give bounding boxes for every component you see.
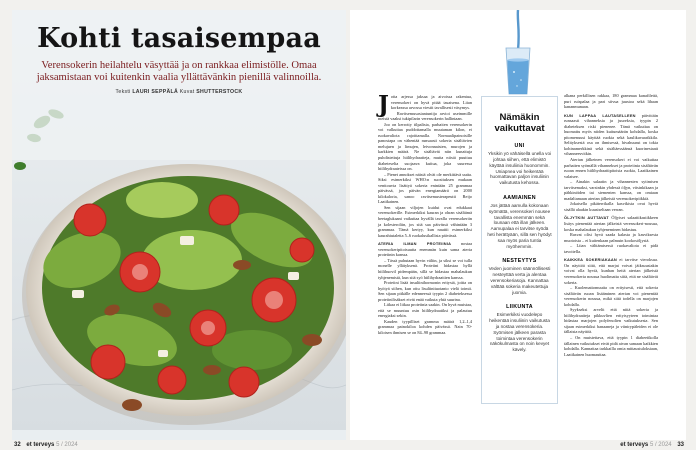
sidebar-heading: NESTEYTYS: [502, 258, 537, 265]
col3-paragraph: Syykseksi arvelit että niitä sokeria ja hiilihydraatteja pikkuvlien erityisyyteen toimintaa hidastaa marjojen polyfenolien vaikutuksesta. Sen sijaan esimerkiksi banaaneja ja viinirypäleiden ei ole tällaista näyttöä.: [564, 307, 658, 335]
folio-left: [14, 442, 78, 448]
issue-right: 5 / 2024: [649, 442, 672, 448]
runin-text: ei tarvitse vieroksua. On näyttöä siitä, että marjat voivat jäiksuusiakin voivat olla hyviä, kunhan heitä aterian jälkeistä verensokeria nousua huolimatta siitä, että ne sisältävät sokeria.: [564, 257, 658, 285]
sidebar-text: Jos jättää aamulla kokonaan syömättä, verensokeri nousee tavallista enemmän sekä lounaan että illan jälkeen. Aamupalaa ei tarvitse syödä heti herättyään, sillä sen hyödyt saa myös paria tuntia myöhemmin.: [487, 202, 552, 249]
page-number-left: 32: [14, 442, 21, 448]
byline-text-label: Teksti: [115, 88, 131, 95]
sidebar-box: [481, 96, 558, 404]
byline-photo-credit: SHUTTERSTOCK: [196, 88, 243, 95]
water-glass-illustration: [494, 10, 542, 96]
col1-paragraph: – Tässä puhutaan hyvin väliin, ja siksi se voi tulla monelle yllätyksenä. Proteiini hidastaa hyllä hiilihuovil pidempään, sillä se hidastaa mahalaukun tyhjenemistä, kun sitä syö hiilihydraattien kanssa.: [378, 257, 472, 280]
col1-paragraph: Kauden tyypilliset gramma määrä 1,2–1,4 grammaa painokiloa kohden päivässä. Nain 70-kiloisen ihmisen se on 84–98 grammaa.: [378, 318, 472, 335]
issue-left: 5 / 2024: [56, 442, 78, 448]
col1-paragraph: Ravitsemusasiantuntija arvioi useimmille meistä vaaksi tukipilarin verensokerin hallintaan.: [378, 110, 472, 122]
article-column-1: [378, 91, 472, 336]
sidebar-text: Esimerkiksi vuodelepo heikentää insuliinin vaikutusta ja nostaa verensokeria. Syömisen jälkeen parasta toimintaa verensokerin näkökulmasta on noin kevyet kävely.: [489, 312, 550, 353]
col3-paragraph: Rasvat olisi hyvä saada kalasta ja kasviksesta muotoista – ei kuitenkaan palmuin kookosöljystä.: [564, 232, 658, 243]
article-subhead: Verensokerin heilahtelu väsyttää ja on rankkaa elimistölle. Omaa jaksamistaan voi kuitenkin vaalia yllättävänkin pienillä valinnoilla.: [36, 60, 322, 84]
col1-paragraph: – Pienet annokset näistä olvät ole merkittävä uutta. Siksi esimerkiksi WHO:n suosituksen mukaan venttouvta lisättyä sokeria enintään 25 grammaa päivässä, jos päivän energiamäärä on 2000 kilokaloria, sanoo ravitsemusterapeutti Reijo Laatikainen.: [378, 171, 472, 205]
byline: [12, 89, 346, 95]
sidebar-section: [482, 143, 557, 186]
col3-paragraph: – Liian välttämisessä ruokavaliota ei pidä tavoitella.: [564, 243, 658, 254]
sidebar-title: Nämäkin vaikuttavat: [494, 112, 545, 134]
sidebar-section: [482, 195, 557, 249]
sidebar-heading: AAMIAINEN: [503, 194, 536, 201]
folio-right: [620, 442, 684, 448]
col3-paragraph: alkana perkillisen rakkaa, 180 grammaa kanafilettä, puri ruispalaa ja pari siivua juustoa sekä lihaan kananmunaan.: [564, 93, 658, 110]
drop-cap: J: [378, 91, 389, 118]
sidebar-heading: UNI: [514, 143, 525, 150]
left-page: [12, 10, 346, 440]
article-headline: Kohti tasaisempaa: [37, 23, 321, 54]
col1-paragraph: otta arjessa jaksaa ja aivoissa rakentua, verensokeri on hyvä pitää tasaisena. Liian korkeassa arvossa viestit tavallisesti väsymys.: [390, 94, 472, 111]
col1-paragraph: Joo on kerrotty tilpalista, parhaiten verensokerin voi valkuttaa puddottamalla muutaman kilon, ei ruokavaliota rajoittamalla. Normaalipainoisille panostapa on vähentää runsaasti sokeria sisältävien melujuen ja limujen, leivonnaisten, murojen ja karkkien määrä. Ne sisältävät niin kunaituja puhdistettuja hiilihydraatteja, mutta niistä puuttuu diabeteselta suojaava kuitua, joka suuressa hiilihydraateissa on.: [378, 121, 472, 172]
col3-paragraph: Jokaisella pikäterrikalla kasvikista ovat hyviä sisällä alaakin kuusiseltaan verran.: [564, 201, 658, 212]
runin-heading: KUN LAPPAA LAUTASELLEEN: [564, 112, 636, 118]
magazine-name-right: et terveys: [620, 442, 649, 448]
byline-photo-label: Kuvat: [179, 88, 195, 95]
sidebar-section: [482, 258, 557, 295]
sidebar-section: [482, 304, 557, 353]
runin-heading: KAIKKEA SOKERIAKAAN: [564, 257, 617, 263]
runin-heading: ÖLJYTKIN AUTTAVAT: [564, 215, 609, 221]
col3-paragraph: – Kuolemattomuutta on erityisesti, että sokeria sisältävän ruoan lisääminen aterian voi pienentää verensokerin nousua, mikä siitä todella on marjojen kohdalla.: [564, 285, 658, 307]
col3-paragraph: – On muistettava, että tyypin 1 diabeetikolla tällainen vaikutukset eivät pidä aivan samaan kaikkien kohdalla. Kannattaa tarkkailla omia mittaustuloksiaan, Laatikainen huomauttaa.: [564, 334, 658, 357]
col1-paragraph: Proteiini lisää insuliinihormonin eritystä, joitta on hyötyä siihen, kun ottu lisuliinituotanto vielä toimii. Sen sijaan pitkälle edenneessä tyypin 2 diabeteksessa proteiinilisäkset eivät enää vaikuta yhtä suurina.: [378, 280, 472, 302]
headline-block: [12, 24, 346, 95]
col1-paragraph: Sen sijaan viljojen kuidut ovat edukkaat verensokerille. Esimerkiksi kauran ja ohran sisältämä beetaglukaani vaikuttaa hyvällä tavalla verensokeriin ja kolesteroliin, jos sitä saa päivässä vähintään 3 grammaa. Tämä kertyy, kun nauttii esimerkiksi kaurahiutaletta 5–6 ruokalusikallista päivässä.: [378, 204, 472, 238]
right-page: [350, 10, 686, 440]
article-column-3: [564, 93, 658, 357]
sidebar-text: Yksikin yö vähäisellä unella voi johtaa siihen, että elimistö käyttää insuliinia huonommin. Uniapnea voi heikentää huomattavan paljon insuliinin vaikutusta kehossa.: [487, 151, 552, 186]
magazine-name-left: et terveys: [26, 442, 55, 448]
runin-heading: ATERIA ILMAN PROTEIINIA: [378, 241, 452, 247]
runin-text: Öljyiset salaattikastikkeen lisäys pienentää aterian jälkeistä verensokeri-nousua, koska mahalaukun tyhjeneminen hidastuu.: [564, 215, 659, 232]
col3-paragraph: Aterian jälkeinen verensokeri ei voi vaikuttaa parhaiten syömällä vihannekset ja proteiinia sisältävän ruoan ennen hiilihydraattipitoisia ruokia, Laatikainen valaisee.: [564, 157, 658, 179]
runin-text: päivittäin runsaasti vihanneksia ja juureksia, tyypin 2 diabeteksen riski pienenee. Tämä vaikuttaa on huomattu myös niiden kuitumäärän kohdalla, koska pitomenuusi käyttää ruokia sekä kaulikavaarikkila. Selityksestä osa on ihmisessä, hivahuurut on tokia kohinamerkkinä sekä sisältäessäänsä kuorinestaatt vihanneesvitkin.: [564, 112, 658, 157]
byline-author: LAURI SEPPÄLÄ: [132, 88, 179, 95]
sidebar-text: Veden juominen säännöllisesti nesteyttää verta ja alentaa verensokeriasoja. Kannattaa välttää sokeria makeutettuja juomia.: [488, 266, 551, 295]
page-number-right: 33: [677, 442, 684, 448]
col1-paragraph: Liikaa ei liikaa proteiinia saakin. On hyvä muistaa, että se muuntuu osin hiilihydraatiksi ja palautuu energiaksi sekin.: [378, 302, 472, 319]
col3-paragraph: – Ainakin salaatin ja vihannesten sytimisen tarvitsemaksi, varsinkin yhdessä öljyn, vitsinkikaan ja pähkinöiden tai siementen kanssa, on omiaan madaltamaan aterian jälkeistä verensokeripiikkiä.: [564, 179, 658, 201]
sidebar-heading: LIIKUNTA: [506, 304, 533, 311]
runin-text: nostaa verensokeripitoisuutta enemmän kuin sama ateria proteiinin kanssa.: [378, 241, 472, 258]
